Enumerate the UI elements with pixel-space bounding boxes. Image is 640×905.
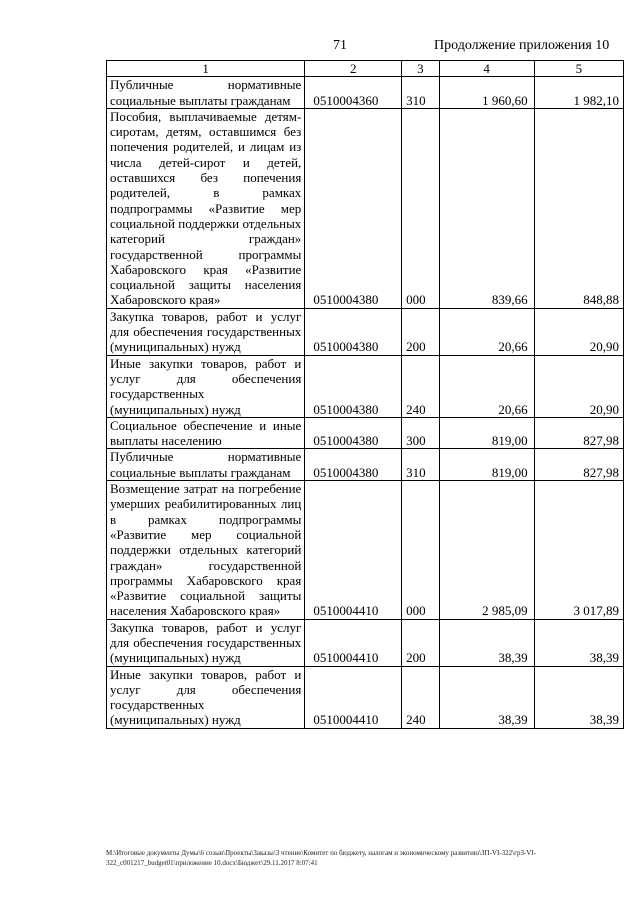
row-type: 240 — [402, 666, 439, 728]
column-header-3: 3 — [402, 61, 439, 77]
page-number: 71 — [333, 38, 347, 53]
row-value-1: 839,66 — [439, 108, 534, 308]
row-code: 0510004380 — [305, 108, 402, 308]
row-value-2: 1 982,10 — [534, 77, 623, 109]
row-name: Публичные нормативные социальные выплаты гражданам — [107, 77, 305, 109]
table-row — [107, 308, 624, 355]
row-code: 0510004380 — [305, 417, 402, 449]
row-value-2: 3 017,89 — [534, 481, 623, 620]
row-type: 000 — [402, 108, 439, 308]
row-value-2: 20,90 — [534, 308, 623, 355]
row-name: Возмещение затрат на погребение умерших реабилитированных лиц в рамках подпрограммы «Развитие мер социальной поддержки отдельных категорий граждан» государственной программы Хабаровского края «Развитие социальной защиты населения Хабаровского края» — [107, 481, 305, 620]
row-name: Социальное обеспечение и иные выплаты населению — [107, 417, 305, 449]
row-type: 310 — [402, 77, 439, 109]
row-code: 0510004380 — [305, 308, 402, 355]
document-path-footer: M:\Итоговые документы Думы\6 созыв\Проекты\Заказы\3 чтение\Комитет по бюджету, налогам и экономическому развитию\ЗП-VI-322\гр3-VI-322_с001217_budget01\приложение 10.docx\Бюджет\29.11.2017 8:07:41 — [106, 849, 536, 867]
row-value-1: 20,66 — [439, 308, 534, 355]
row-code: 0510004360 — [305, 77, 402, 109]
column-header-1: 1 — [107, 61, 305, 77]
appendix-continuation: Продолжение приложения 10 — [434, 38, 610, 53]
row-value-1: 819,00 — [439, 417, 534, 449]
row-name: Закупка товаров, работ и услуг для обеспечения государственных (муниципальных) нужд — [107, 308, 305, 355]
row-type: 300 — [402, 417, 439, 449]
row-name: Публичные нормативные социальные выплаты гражданам — [107, 449, 305, 481]
row-code: 0510004410 — [305, 619, 402, 666]
row-value-1: 2 985,09 — [439, 481, 534, 620]
row-code: 0510004380 — [305, 449, 402, 481]
column-header-5: 5 — [534, 61, 623, 77]
row-type: 200 — [402, 308, 439, 355]
row-type: 000 — [402, 481, 439, 620]
table-row — [107, 108, 624, 308]
table-row — [107, 77, 624, 109]
row-value-2: 20,90 — [534, 355, 623, 417]
table-row — [107, 417, 624, 449]
table-row — [107, 449, 624, 481]
row-name: Иные закупки товаров, работ и услуг для обеспечения государственных (муниципальных) нужд — [107, 355, 305, 417]
row-name: Пособия, выплачиваемые детям-сиротам, детям, оставшимся без попечения родителей, и лицам из числа детей-сирот и детей, оставшихся без попечения родителей, в рамках подпрограммы «Развитие мер социальной поддержки отдельных категорий граждан» государственной программы Хабаровского края «Развитие социальной защиты населения Хабаровского края» — [107, 108, 305, 308]
table-row — [107, 666, 624, 728]
table-row — [107, 355, 624, 417]
row-value-1: 38,39 — [439, 666, 534, 728]
row-value-2: 848,88 — [534, 108, 623, 308]
row-code: 0510004410 — [305, 481, 402, 620]
row-type: 200 — [402, 619, 439, 666]
budget-table — [106, 60, 624, 729]
row-value-1: 819,00 — [439, 449, 534, 481]
row-value-2: 827,98 — [534, 417, 623, 449]
row-code: 0510004410 — [305, 666, 402, 728]
row-value-1: 20,66 — [439, 355, 534, 417]
table-header-row — [107, 61, 624, 77]
table-row — [107, 481, 624, 620]
row-value-1: 38,39 — [439, 619, 534, 666]
row-name: Иные закупки товаров, работ и услуг для обеспечения государственных (муниципальных) нужд — [107, 666, 305, 728]
column-header-2: 2 — [305, 61, 402, 77]
row-value-2: 38,39 — [534, 666, 623, 728]
table-row — [107, 619, 624, 666]
row-value-2: 38,39 — [534, 619, 623, 666]
row-code: 0510004380 — [305, 355, 402, 417]
row-name: Закупка товаров, работ и услуг для обеспечения государственных (муниципальных) нужд — [107, 619, 305, 666]
row-value-2: 827,98 — [534, 449, 623, 481]
row-type: 310 — [402, 449, 439, 481]
row-value-1: 1 960,60 — [439, 77, 534, 109]
column-header-4: 4 — [439, 61, 534, 77]
row-type: 240 — [402, 355, 439, 417]
